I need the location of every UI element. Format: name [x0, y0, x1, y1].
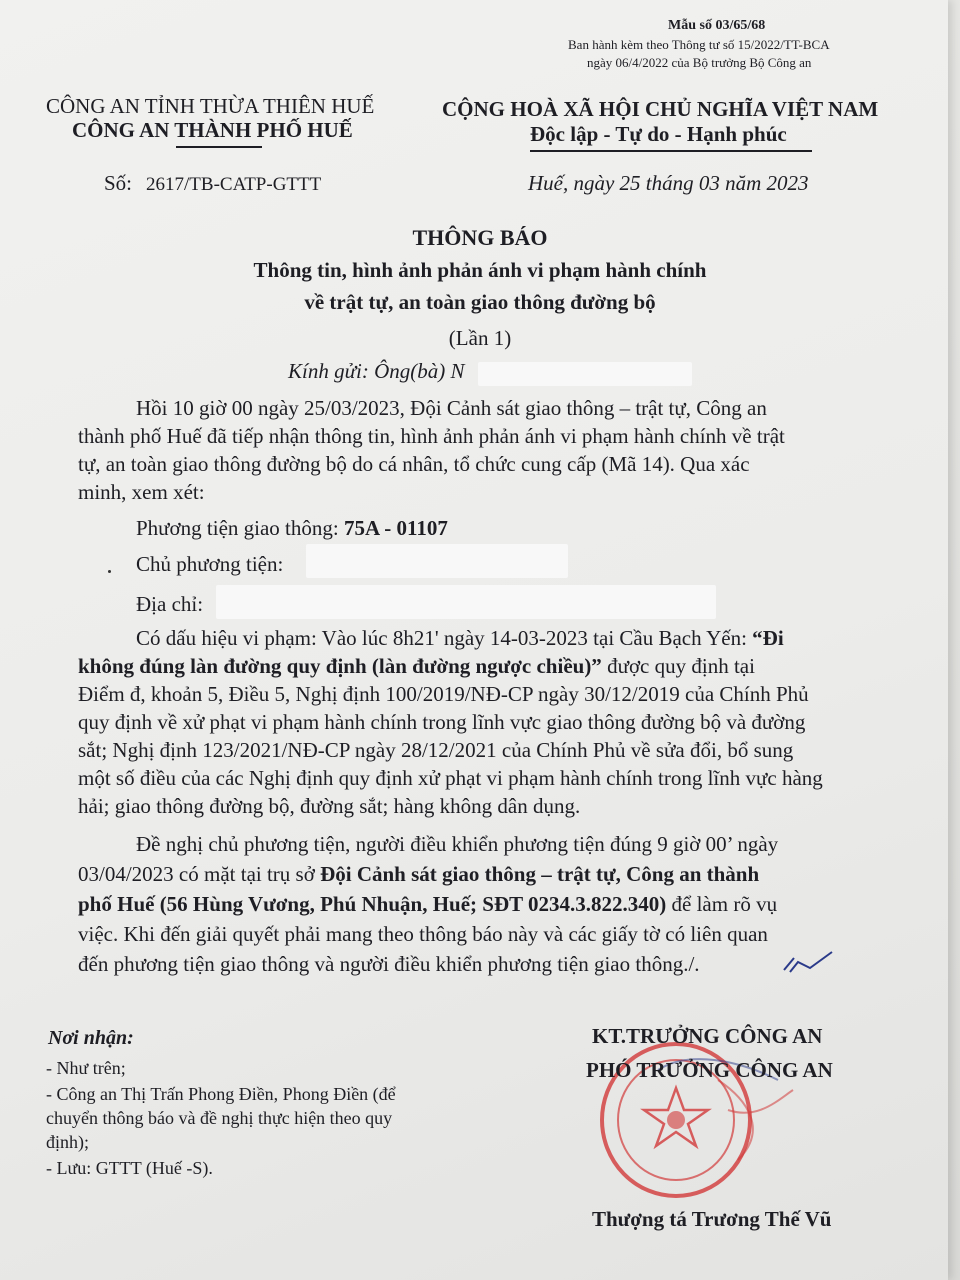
owner-label: Chủ phương tiện: — [136, 552, 284, 576]
violation-quote: không đúng làn đường quy định (làn đường ngược chiều)” — [78, 654, 602, 678]
ink-dot — [108, 570, 111, 573]
form-number: Mẫu số 03/65/68 — [668, 18, 766, 33]
paragraph-line: sắt; Nghị định 123/2021/NĐ-CP ngày 28/12/2021 của Chính Phủ về sửa đổi, bổ sung — [78, 738, 794, 762]
violation-text: được quy định tại — [601, 654, 755, 678]
document-number — [104, 171, 321, 196]
vehicle-plate: 75A - 01107 — [343, 516, 448, 540]
redacted-owner — [306, 544, 568, 578]
recipients-heading: Nơi nhận: — [48, 1027, 134, 1049]
document-number-label: Số: — [104, 171, 133, 195]
paragraph-line: việc. Khi đến giải quyết phải mang theo thông báo này và các giấy tờ có liên quan — [78, 922, 768, 946]
paragraph-line: Hồi 10 giờ 00 ngày 25/03/2023, Đội Cảnh sát giao thông – trật tự, Công an — [136, 396, 767, 420]
paragraph-line: đến phương tiện giao thông và người điều khiển phương tiện giao thông./. — [78, 952, 700, 976]
paragraph-line: tự, an toàn giao thông đường bộ do cá nhân, tổ chức cung cấp (Mã 14). Qua xác — [78, 452, 750, 476]
violation-line — [78, 654, 755, 679]
document-date: Huế, ngày 25 tháng 03 năm 2023 — [528, 171, 809, 195]
address-label: Địa chỉ: — [136, 592, 204, 616]
recipient-item: - Như trên; — [46, 1058, 126, 1078]
paragraph-line: thành phố Huế đã tiếp nhận thông tin, hình ảnh phản ánh vi phạm hành chính về trật — [78, 424, 785, 448]
greeting: Kính gửi: Ông(bà) N — [288, 359, 465, 383]
recipient-item: định); — [46, 1132, 89, 1152]
paragraph-line: một số điều của các Nghị định quy định xử phạt vi phạm hành chính trong lĩnh vực hàng — [78, 766, 823, 790]
motto-underline — [530, 150, 812, 152]
recipient-item: - Lưu: GTTT (Huế -S). — [46, 1158, 213, 1178]
paragraph-line: Điểm đ, khoản 5, Điều 5, Nghị định 100/2019/NĐ-CP ngày 30/12/2019 của Chính Phủ — [78, 682, 809, 706]
form-issuance-date: ngày 06/4/2022 của Bộ trưởng Bộ Công an — [587, 55, 812, 70]
notice-count: (Lần 1) — [448, 326, 512, 350]
nation-name: CỘNG HOÀ XÃ HỘI CHỦ NGHĨA VIỆT NAM — [442, 97, 879, 121]
vehicle-line — [136, 516, 448, 541]
violation-text: Có dấu hiệu vi phạm: Vào lúc 8h21' ngày 14-03-2023 tại Cầu Bạch Yến: — [136, 626, 753, 650]
redacted-name — [478, 362, 692, 386]
request-line — [78, 892, 777, 917]
nation-motto: Độc lập - Tự do - Hạnh phúc — [530, 122, 787, 146]
violation-line — [136, 626, 784, 651]
agency-underline — [176, 146, 262, 148]
paragraph-line: minh, xem xét: — [78, 480, 205, 504]
vehicle-label: Phương tiện giao thông: — [136, 516, 344, 540]
paragraph-line: hải; giao thông đường bộ, đường sắt; hàng không dân dụng. — [78, 794, 581, 818]
document-title: THÔNG BÁO — [412, 225, 548, 250]
agency-parent: CÔNG AN TỈNH THỪA THIÊN HUẾ — [46, 94, 375, 118]
form-issuance-line: Ban hành kèm theo Thông tư số 15/2022/TT-BCA — [568, 37, 830, 52]
document-number-value: 2617/TB-CATP-GTTT — [146, 174, 322, 195]
paragraph-line: Đề nghị chủ phương tiện, người điều khiển phương tiện đúng 9 giờ 00’ ngày — [136, 832, 779, 856]
document-subtitle-2: về trật tự, an toàn giao thông đường bộ — [304, 290, 656, 314]
recipient-item: chuyển thông báo và đề nghị thực hiện theo quy — [46, 1108, 393, 1128]
agency-unit: CÔNG AN THÀNH PHỐ HUẾ — [72, 118, 353, 142]
document-subtitle-1: Thông tin, hình ảnh phản ánh vi phạm hành chính — [253, 258, 707, 282]
signature-title: KT.TRƯỞNG CÔNG AN — [592, 1024, 823, 1048]
request-office: Đội Cảnh sát giao thông – trật tự, Công an thành — [320, 862, 760, 886]
signer-name: Thượng tá Trương Thế Vũ — [592, 1207, 832, 1231]
signature-position: PHÓ TRƯỞNG CÔNG AN — [586, 1058, 833, 1082]
violation-quote: “Đi — [752, 626, 784, 650]
paragraph-line: quy định về xử phạt vi phạm hành chính trong lĩnh vực giao thông đường bộ và đường — [78, 710, 806, 734]
request-text: 03/04/2023 có mặt tại trụ sở — [78, 862, 321, 886]
recipient-item: - Công an Thị Trấn Phong Điền, Phong Điền (để — [46, 1084, 396, 1104]
pen-mark — [780, 944, 840, 978]
request-line — [78, 862, 759, 887]
redacted-address — [216, 585, 716, 619]
request-office: phố Huế (56 Hùng Vương, Phú Nhuận, Huế; SĐT 0234.3.822.340) — [78, 892, 667, 916]
request-text: để làm rõ vụ — [666, 892, 778, 916]
